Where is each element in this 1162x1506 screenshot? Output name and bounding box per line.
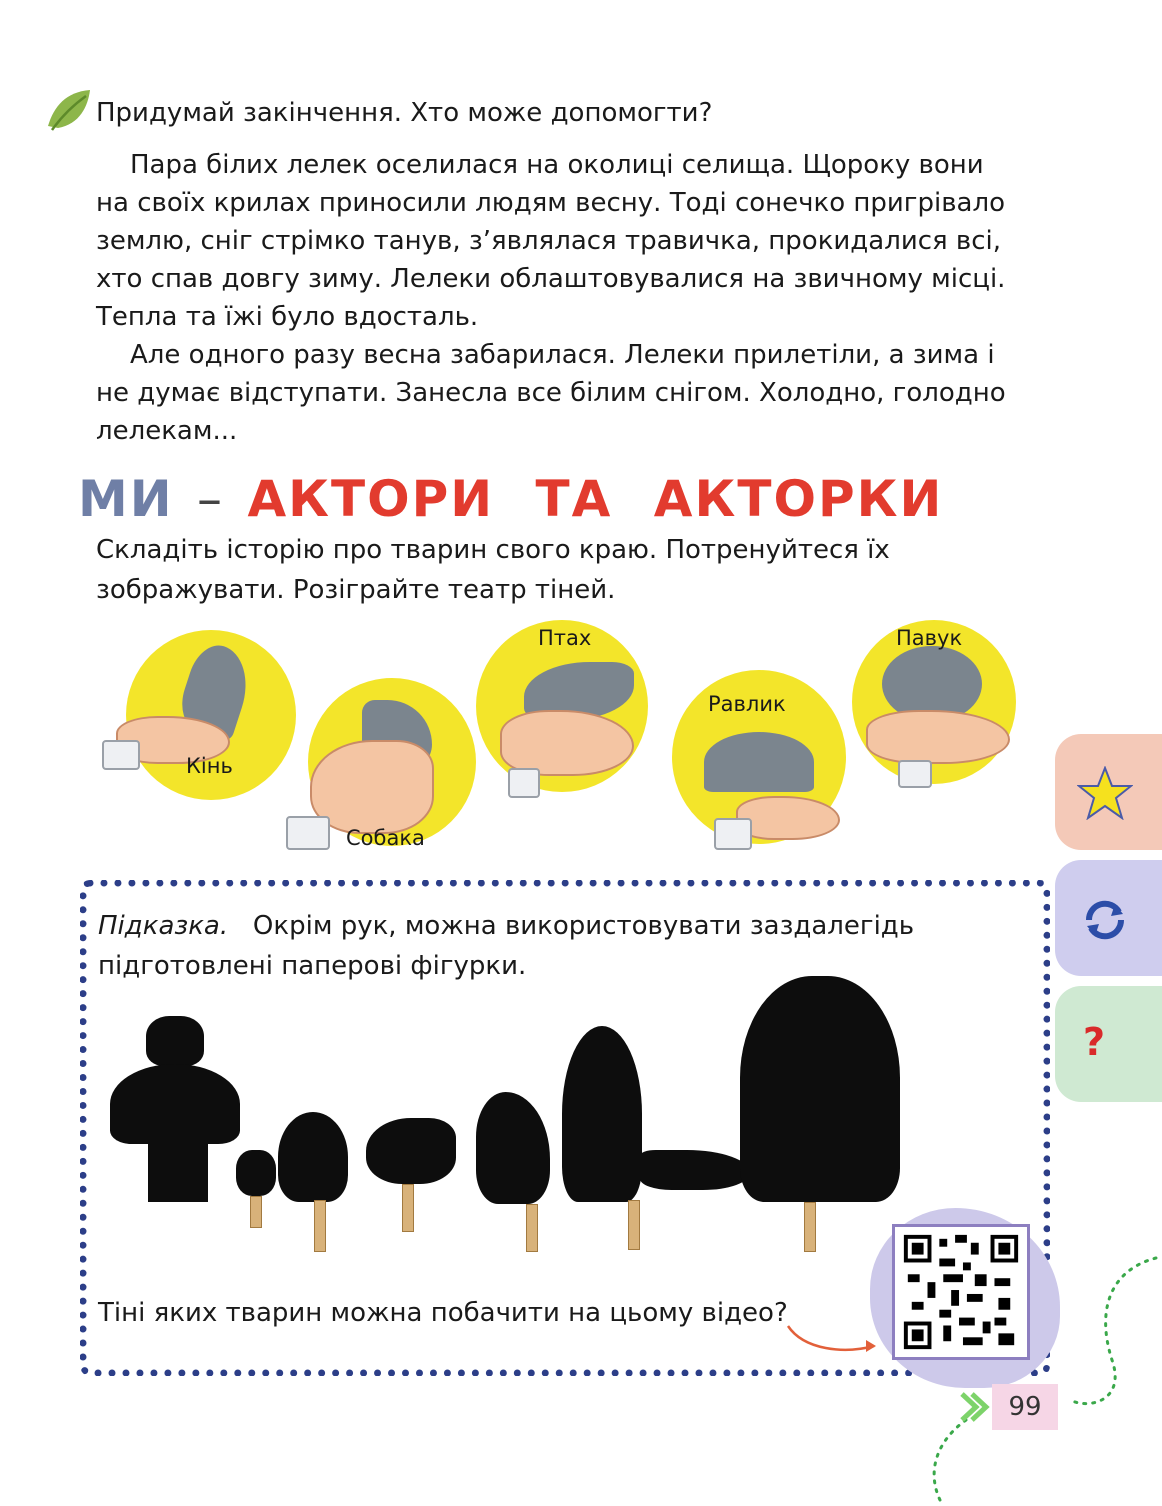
stick (250, 1196, 262, 1228)
hint-title: Підказка. (98, 911, 229, 941)
stick (526, 1204, 538, 1252)
title-word-aktorky: АКТОРКИ (653, 470, 944, 528)
refresh-icon (1079, 894, 1131, 950)
text-line: хто спав довгу зиму. Лелеки облаштовувалися на звичному місці. (96, 264, 1006, 294)
text-line: лелекам... (96, 416, 238, 446)
fox-silhouette (562, 1026, 642, 1202)
hint-text (98, 906, 1018, 986)
label-sobaka: Собака (346, 826, 425, 850)
hand-shadow-illustrations (96, 620, 1036, 860)
title-word-ta: ТА (535, 470, 613, 528)
instruction (96, 530, 1016, 610)
decorative-dotted-curve (920, 1250, 1162, 1502)
side-tab-question[interactable] (1055, 986, 1162, 1102)
snail-shadow (704, 732, 814, 792)
star-icon (1077, 766, 1133, 824)
text-line: землю, сніг стрімко танув, з’являлася травичка, прокидалися всі, (96, 226, 1002, 256)
section-title (78, 470, 943, 528)
bear-silhouette (740, 976, 900, 1202)
cuff (286, 816, 330, 850)
frog-silhouette (146, 1016, 204, 1066)
text-line: не думає відступати. Занесла все білим снігом. Холодно, голодно (96, 378, 1006, 408)
stick (628, 1200, 640, 1250)
rabbit-silhouette (476, 1092, 550, 1204)
stick (804, 1202, 816, 1252)
arrow-icon (784, 1320, 884, 1360)
question-icon: ? (1083, 1020, 1106, 1064)
paper-figures (100, 1000, 920, 1260)
title-word-mi: МИ (78, 470, 174, 528)
page-number: 99 (992, 1384, 1058, 1430)
title-word-aktory: АКТОРИ (247, 470, 495, 528)
mushroom-stem (148, 1140, 208, 1202)
hint-line-1: Окрім рук, можна використовувати заздалегідь (228, 911, 915, 941)
stick (314, 1200, 326, 1252)
cuff (102, 740, 140, 770)
cuff (508, 768, 540, 798)
story-paragraph-1 (96, 146, 1016, 336)
stick (402, 1184, 414, 1232)
mouse-silhouette (278, 1112, 348, 1202)
chevron-right-icon (956, 1390, 990, 1428)
story-paragraph-2 (96, 336, 1016, 450)
bird-silhouette (366, 1118, 456, 1184)
label-ptakh: Птах (538, 626, 592, 650)
video-question: Тіні яких тварин можна побачити на цьому відео? (98, 1298, 788, 1328)
label-pavuk: Павук (896, 626, 963, 650)
label-ravlyk: Равлик (708, 692, 786, 716)
title-dash: – (197, 470, 225, 528)
side-tab-refresh[interactable] (1055, 860, 1162, 976)
text-line: на своїх крилах приносили людям весну. Тоді сонечко пригрівало (96, 188, 1005, 218)
text-line: зображувати. Розіграйте театр тіней. (96, 575, 616, 605)
task-prompt: Придумай закінчення. Хто може допомогти? (96, 98, 713, 128)
ant-silhouette (236, 1150, 276, 1196)
mushroom-cap (110, 1064, 240, 1144)
leaf-icon (44, 86, 96, 134)
text-line: Складіть історію про тварин свого краю. Потренуйтеся їх (96, 535, 890, 565)
side-tab-star[interactable] (1055, 734, 1162, 850)
label-kin: Кінь (186, 754, 233, 778)
cuff (714, 818, 752, 850)
text-line: Пара білих лелек оселилася на околиці селища. Щороку вони (130, 150, 984, 180)
text-line: Але одного разу весна забарилася. Лелеки прилетіли, а зима і (130, 340, 995, 370)
cuff (898, 760, 932, 788)
fox-tail (640, 1150, 750, 1190)
hint-line-2: підготовлені паперові фігурки. (98, 951, 527, 981)
text-line: Тепла та їжі було вдосталь. (96, 302, 479, 332)
